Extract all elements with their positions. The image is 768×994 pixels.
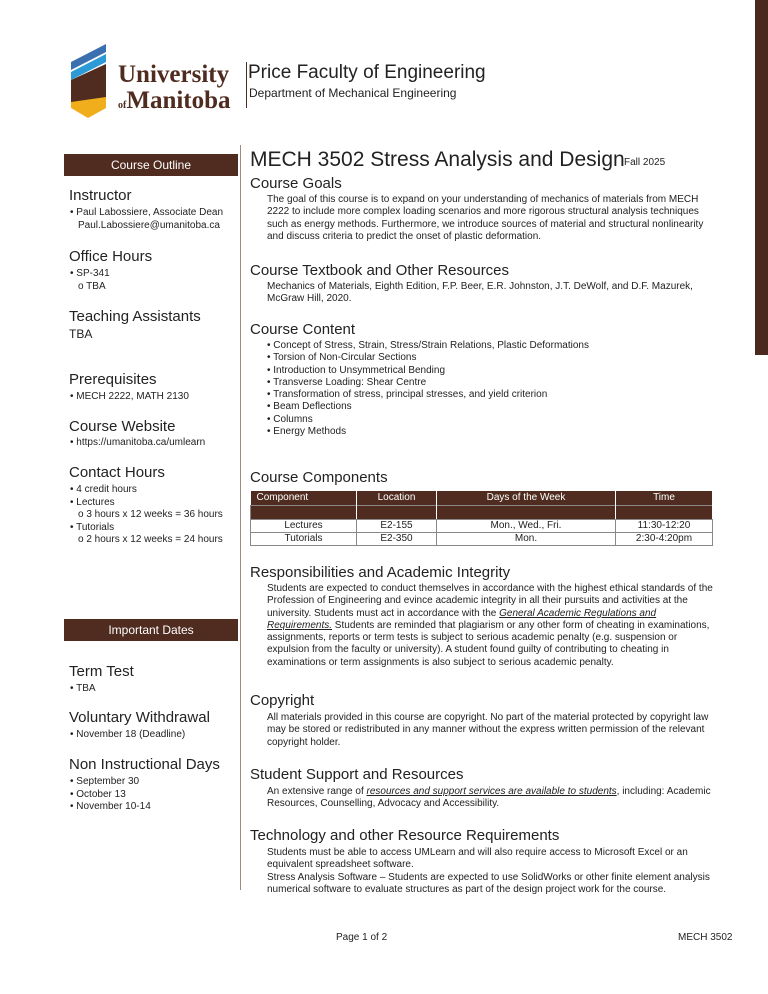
instructor-email[interactable]: Paul.Labossiere@umanitoba.ca <box>78 219 220 231</box>
table-cell: Mon. <box>437 532 616 545</box>
academic-regulations-link[interactable]: General Academic Regulations and Requirements. <box>267 607 657 631</box>
list-item: • Energy Methods <box>267 426 347 438</box>
svg-text:ofManitoba: ofManitoba <box>118 87 231 114</box>
instructor-name: • Paul Labossiere, Associate Dean <box>70 207 224 218</box>
page-title: MECH 3502 Stress Analysis and Design <box>250 148 625 171</box>
list-item: • Lectures <box>70 496 115 508</box>
term-test-heading: Term Test <box>69 663 134 680</box>
list-item: • Concept of Stress, Strain, Stress/Strain Relations, Plastic Deformations <box>267 340 589 351</box>
ta-value: TBA <box>69 327 93 341</box>
table-cell: Lectures <box>251 519 357 532</box>
faculty-name: Price Faculty of Engineering <box>248 62 486 83</box>
table-cell: Mon., Wed., Fri. <box>437 519 616 532</box>
important-dates-banner: Important Dates <box>64 619 238 641</box>
support-services-link[interactable]: resources and support services are available to students <box>366 786 617 797</box>
table-cell: 11:30-12:20 <box>616 519 713 532</box>
table-cell: Tutorials <box>251 532 357 545</box>
copyright-text: All materials provided in this course are copyright. No part of the material protected by copyright law may be stored or redistributed in any manner without the express written permission of the relevant copyright holder. <box>267 712 709 748</box>
textbook-heading: Course Textbook and Other Resources <box>250 262 510 279</box>
table-row <box>251 519 713 532</box>
col-location: Location <box>357 491 437 505</box>
website-heading: Course Website <box>69 418 176 435</box>
list-item: • September 30 <box>70 776 140 787</box>
support-text-part: An extensive range of <box>267 786 367 797</box>
goals-heading: Course Goals <box>250 175 342 192</box>
copyright-heading: Copyright <box>250 692 315 709</box>
term-test-value: • TBA <box>70 683 96 694</box>
department-name: Department of Mechanical Engineering <box>249 86 457 100</box>
non-instructional-list <box>70 776 238 814</box>
integrity-text-part: Students are expected to conduct themselves in accordance with the highest ethical standards of the Profession of Engineering and evince academic integrity in all their pursuits and activities at the university. Students must act in accordance with the <box>267 583 713 619</box>
content-list <box>267 340 722 438</box>
prereq-list: • MECH 2222, MATH 2130 <box>70 391 189 402</box>
components-heading: Course Components <box>250 469 388 486</box>
contact-hours-heading: Contact Hours <box>69 464 165 481</box>
list-item: • November 10-14 <box>70 801 151 812</box>
list-item: • Torsion of Non-Circular Sections <box>267 352 417 364</box>
list-item: o 2 hours x 12 weeks = 24 hours <box>78 534 223 545</box>
textbook-text: Mechanics of Materials, Eighth Edition, F.P. Beer, E.R. Johnston, J.T. DeWolf, and D.F. Mazurek, McGraw Hill, 2020. <box>267 281 693 305</box>
support-heading: Student Support and Resources <box>250 766 464 783</box>
col-days: Days of the Week <box>437 491 616 505</box>
integrity-text-part: Students are reminded that plagiarism or any other form of cheating in examinations, assignments, reports or term tests is subject to serious academic penalty (e.g. suspension or expulsion from the faculty or university). A student found guilty of contributing to cheating in examinations or term assignments is also subject to serious academic penalty. <box>267 619 710 668</box>
prereq-heading: Prerequisites <box>69 371 157 388</box>
support-text-part: , including: Academic Resources, Counselling, Advocacy and Accessibility. <box>267 786 711 810</box>
withdrawal-heading: Voluntary Withdrawal <box>69 709 210 726</box>
contact-hours-list <box>70 484 238 547</box>
integrity-heading: Responsibilities and Academic Integrity <box>250 564 511 581</box>
list-item: • October 13 <box>70 788 126 800</box>
table-cell: E2-155 <box>357 519 437 532</box>
course-outline-banner: Course Outline <box>64 154 238 176</box>
goals-text: The goal of this course is to expand on your understanding of mechanics of materials from MECH 2222 to include more complex loading scenarios and more rigorous structural analysis techniques such as energy methods. Furthermore, we introduce sources of material and structural nonlinearity and discuss criteria to predict the onset of plastic deformation. <box>267 194 704 242</box>
integrity-text <box>267 583 722 669</box>
col-time: Time <box>616 491 713 505</box>
office-location: • SP-341 <box>70 268 110 279</box>
svg-text:University: University <box>118 61 230 88</box>
table-row <box>251 532 713 545</box>
instructor-info <box>70 207 238 232</box>
office-time: o TBA <box>78 280 106 292</box>
list-item: o 3 hours x 12 weeks = 36 hours <box>78 509 223 520</box>
list-item: • Transverse Loading: Shear Centre <box>267 376 427 388</box>
components-table <box>250 491 713 546</box>
list-item: • Tutorials <box>70 521 115 533</box>
content-heading: Course Content <box>250 321 356 338</box>
withdrawal-value: • November 18 (Deadline) <box>70 729 186 740</box>
footer-course: MECH 3502 <box>678 932 733 943</box>
office-hours-info <box>70 268 238 293</box>
university-logo <box>66 42 256 120</box>
term-label: Fall 2025 <box>624 157 666 168</box>
table-cell: 2:30-4:20pm <box>616 532 713 545</box>
table-cell: E2-350 <box>357 532 437 545</box>
technology-paragraph: Stress Analysis Software – Students are expected to use SolidWorks or other finite element analysis numerical software to evaluate structures as part of the design project work for the course. <box>267 871 710 895</box>
technology-text <box>267 847 722 896</box>
list-item: • Introduction to Unsymmetrical Bending <box>267 364 446 376</box>
non-instructional-heading: Non Instructional Days <box>69 756 220 773</box>
support-text <box>267 786 722 811</box>
col-component: Component <box>251 491 357 505</box>
office-hours-heading: Office Hours <box>69 248 153 265</box>
ta-heading: Teaching Assistants <box>69 308 201 325</box>
list-item: • 4 credit hours <box>70 484 137 495</box>
list-item: • Columns <box>267 413 313 425</box>
column-divider <box>240 145 241 890</box>
list-item: • Beam Deflections <box>267 401 352 413</box>
technology-heading: Technology and other Resource Requirements <box>250 827 560 844</box>
instructor-heading: Instructor <box>69 187 132 204</box>
decorative-side-bar <box>755 0 768 355</box>
list-item: • Transformation of stress, principal stresses, and yield criterion <box>267 389 548 401</box>
page-number: Page 1 of 2 <box>336 932 388 943</box>
technology-paragraph: Students must be able to access UMLearn and will also require access to Microsoft Excel or an equivalent spreadsheet software. <box>267 847 688 871</box>
website-link[interactable]: • https://umanitoba.ca/umlearn <box>70 437 206 448</box>
